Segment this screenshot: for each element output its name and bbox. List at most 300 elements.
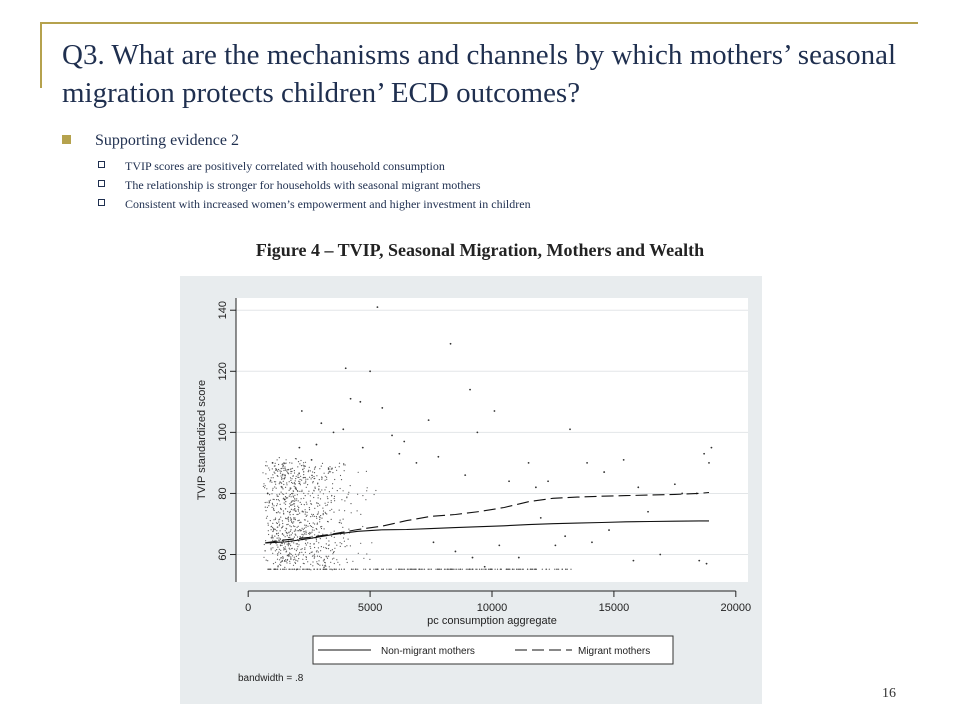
cloud-dot <box>289 552 290 553</box>
cloud-dot <box>266 560 267 561</box>
cloud-dot <box>288 519 289 520</box>
cloud-dot <box>289 537 290 538</box>
floor-dot <box>518 569 519 570</box>
cloud-dot <box>310 533 311 534</box>
cloud-dot <box>325 566 326 567</box>
cloud-dot <box>305 509 306 510</box>
floor-dot <box>390 569 391 570</box>
cloud-dot <box>274 536 275 537</box>
floor-dot <box>286 569 287 570</box>
cloud-dot <box>334 563 335 564</box>
cloud-dot <box>326 487 327 488</box>
cloud-dot <box>282 534 283 535</box>
cloud-dot <box>281 545 282 546</box>
cloud-dot <box>295 480 296 481</box>
cloud-dot <box>311 475 312 476</box>
cloud-dot <box>305 495 306 496</box>
floor-dot <box>306 569 307 570</box>
cloud-dot <box>272 490 273 491</box>
cloud-dot <box>272 504 273 505</box>
scatter-point <box>284 499 286 501</box>
floor-dot <box>297 569 298 570</box>
cloud-dot <box>310 495 311 496</box>
cloud-dot <box>279 549 280 550</box>
cloud-dot <box>321 489 322 490</box>
y-axis-label: TVIP standardized score <box>196 379 208 501</box>
cloud-dot <box>290 494 291 495</box>
cloud-dot <box>332 549 333 550</box>
cloud-dot <box>290 473 291 474</box>
cloud-dot <box>269 494 270 495</box>
cloud-dot <box>318 486 319 487</box>
floor-dot <box>512 569 513 570</box>
cloud-dot <box>326 477 327 478</box>
cloud-dot <box>321 526 322 527</box>
cloud-dot <box>319 532 320 533</box>
scatter-point <box>698 560 700 562</box>
cloud-dot <box>276 512 277 513</box>
cloud-dot <box>301 480 302 481</box>
cloud-dot <box>337 490 338 491</box>
cloud-dot <box>292 483 293 484</box>
cloud-dot <box>345 546 346 547</box>
cloud-dot <box>294 472 295 473</box>
floor-dot <box>486 569 487 570</box>
scatter-point <box>403 441 405 443</box>
cloud-dot <box>318 511 319 512</box>
cloud-dot <box>288 542 289 543</box>
cloud-dot <box>296 500 297 501</box>
cloud-dot <box>321 518 322 519</box>
floor-dot <box>320 569 321 570</box>
cloud-dot <box>326 479 327 480</box>
cloud-dot <box>287 544 288 545</box>
cloud-dot <box>343 519 344 520</box>
cloud-dot <box>290 477 291 478</box>
cloud-dot <box>268 467 269 468</box>
cloud-dot <box>331 509 332 510</box>
cloud-dot <box>271 493 272 494</box>
cloud-dot <box>290 520 291 521</box>
cloud-dot <box>316 551 317 552</box>
cloud-dot <box>363 558 364 559</box>
cloud-dot <box>306 516 307 517</box>
cloud-dot <box>280 545 281 546</box>
cloud-dot <box>265 485 266 486</box>
cloud-dot <box>313 481 314 482</box>
cloud-dot <box>294 549 295 550</box>
cloud-dot <box>331 500 332 501</box>
cloud-dot <box>319 521 320 522</box>
scatter-point <box>320 422 322 424</box>
scatter-point <box>540 517 542 519</box>
floor-dot <box>323 569 324 570</box>
cloud-dot <box>296 543 297 544</box>
cloud-dot <box>341 523 342 524</box>
cloud-dot <box>291 463 292 464</box>
cloud-dot <box>293 519 294 520</box>
scatter-point <box>350 398 352 400</box>
cloud-dot <box>291 468 292 469</box>
cloud-dot <box>302 469 303 470</box>
scatter-point <box>508 480 510 482</box>
cloud-dot <box>337 562 338 563</box>
cloud-dot <box>290 558 291 559</box>
cloud-dot <box>304 563 305 564</box>
y-tick-label: 100 <box>217 423 229 442</box>
y-tick-label: 60 <box>217 548 229 561</box>
cloud-dot <box>276 544 277 545</box>
cloud-dot <box>284 466 285 467</box>
cloud-dot <box>362 526 363 527</box>
floor-dot <box>422 569 423 570</box>
cloud-dot <box>342 527 343 528</box>
cloud-dot <box>295 488 296 489</box>
scatter-point <box>428 419 430 421</box>
floor-dot <box>482 569 483 570</box>
cloud-dot <box>277 559 278 560</box>
floor-dot <box>472 569 473 570</box>
cloud-dot <box>281 468 282 469</box>
cloud-dot <box>283 498 284 499</box>
cloud-dot <box>291 496 292 497</box>
cloud-dot <box>327 521 328 522</box>
cloud-dot <box>375 490 376 491</box>
floor-dot <box>445 569 446 570</box>
cloud-dot <box>279 564 280 565</box>
cloud-dot <box>314 467 315 468</box>
cloud-dot <box>329 471 330 472</box>
cloud-dot <box>290 471 291 472</box>
cloud-dot <box>369 559 370 560</box>
cloud-dot <box>295 530 296 531</box>
cloud-dot <box>288 537 289 538</box>
floor-dot <box>290 569 291 570</box>
floor-dot <box>421 569 422 570</box>
cloud-dot <box>288 469 289 470</box>
cloud-dot <box>310 548 311 549</box>
cloud-dot <box>311 478 312 479</box>
cloud-dot <box>339 564 340 565</box>
cloud-dot <box>304 468 305 469</box>
cloud-dot <box>298 481 299 482</box>
cloud-dot <box>283 470 284 471</box>
cloud-dot <box>324 473 325 474</box>
scatter-point <box>586 462 588 464</box>
cloud-dot <box>304 549 305 550</box>
cloud-dot <box>290 480 291 481</box>
cloud-dot <box>310 543 311 544</box>
floor-dot <box>500 569 501 570</box>
cloud-dot <box>272 547 273 548</box>
cloud-dot <box>293 542 294 543</box>
cloud-dot <box>274 486 275 487</box>
cloud-dot <box>332 488 333 489</box>
cloud-dot <box>325 503 326 504</box>
cloud-dot <box>296 556 297 557</box>
cloud-dot <box>334 551 335 552</box>
cloud-dot <box>264 487 265 488</box>
cloud-dot <box>326 513 327 514</box>
cloud-dot <box>279 524 280 525</box>
cloud-dot <box>317 523 318 524</box>
cloud-dot <box>272 540 273 541</box>
cloud-dot <box>264 544 265 545</box>
scatter-point <box>342 428 344 430</box>
cloud-dot <box>282 488 283 489</box>
cloud-dot <box>307 542 308 543</box>
x-tick-label: 0 <box>245 602 252 614</box>
cloud-dot <box>314 523 315 524</box>
floor-dot <box>267 569 268 570</box>
cloud-dot <box>296 550 297 551</box>
cloud-dot <box>317 483 318 484</box>
cloud-dot <box>280 530 281 531</box>
cloud-dot <box>347 562 348 563</box>
cloud-dot <box>299 481 300 482</box>
figure-caption: Figure 4 – TVIP, Seasonal Migration, Mothers and Wealth <box>255 240 705 260</box>
cloud-dot <box>324 528 325 529</box>
cloud-dot <box>265 540 266 541</box>
cloud-dot <box>289 462 290 463</box>
cloud-dot <box>292 476 293 477</box>
cloud-dot <box>295 560 296 561</box>
bullet-text: Supporting evidence 2 <box>95 132 239 149</box>
cloud-dot <box>318 497 319 498</box>
cloud-dot <box>290 514 291 515</box>
floor-dot <box>470 569 471 570</box>
cloud-dot <box>277 538 278 539</box>
cloud-dot <box>309 523 310 524</box>
floor-dot <box>448 569 449 570</box>
cloud-dot <box>295 478 296 479</box>
cloud-dot <box>321 476 322 477</box>
cloud-dot <box>280 557 281 558</box>
cloud-dot <box>294 486 295 487</box>
cloud-dot <box>323 514 324 515</box>
subbullet-text: The relationship is stronger for households with seasonal migrant mothers <box>125 178 481 192</box>
scatter-point <box>674 483 676 485</box>
subbullet-text: Consistent with increased women’s empowerment and higher investment in children <box>125 197 531 211</box>
cloud-dot <box>339 463 340 464</box>
cloud-dot <box>336 545 337 546</box>
cloud-dot <box>278 540 279 541</box>
cloud-dot <box>298 509 299 510</box>
scatter-point <box>535 486 537 488</box>
floor-dot <box>490 569 491 570</box>
cloud-dot <box>314 558 315 559</box>
cloud-dot <box>346 545 347 546</box>
x-tick-label: 15000 <box>598 602 630 614</box>
scatter-point <box>416 462 418 464</box>
cloud-dot <box>292 548 293 549</box>
cloud-dot <box>283 481 284 482</box>
cloud-dot <box>318 547 319 548</box>
cloud-dot <box>321 528 322 529</box>
cloud-dot <box>312 527 313 528</box>
floor-dot <box>294 569 295 570</box>
floor-dot <box>466 569 467 570</box>
cloud-dot <box>313 543 314 544</box>
cloud-dot <box>285 487 286 488</box>
cloud-dot <box>294 470 295 471</box>
scatter-point <box>381 407 383 409</box>
cloud-dot <box>329 466 330 467</box>
cloud-dot <box>276 470 277 471</box>
cloud-dot <box>340 488 341 489</box>
cloud-dot <box>288 555 289 556</box>
cloud-dot <box>306 559 307 560</box>
scatter-point <box>369 370 371 372</box>
cloud-dot <box>262 472 263 473</box>
cloud-dot <box>285 470 286 471</box>
floor-dot <box>454 569 455 570</box>
floor-dot <box>363 569 364 570</box>
floor-dot <box>388 569 389 570</box>
floor-dot <box>412 569 413 570</box>
cloud-dot <box>299 522 300 523</box>
cloud-dot <box>269 500 270 501</box>
cloud-dot <box>305 552 306 553</box>
cloud-dot <box>293 521 294 522</box>
cloud-dot <box>306 504 307 505</box>
cloud-dot <box>334 537 335 538</box>
floor-dot <box>562 569 563 570</box>
floor-dot <box>355 569 356 570</box>
cloud-dot <box>303 471 304 472</box>
cloud-dot <box>279 559 280 560</box>
cloud-dot <box>277 527 278 528</box>
cloud-dot <box>320 550 321 551</box>
scatter-point <box>633 560 635 562</box>
cloud-dot <box>278 537 279 538</box>
floor-dot <box>403 569 404 570</box>
cloud-dot <box>290 517 291 518</box>
cloud-dot <box>323 547 324 548</box>
cloud-dot <box>297 520 298 521</box>
cloud-dot <box>265 465 266 466</box>
cloud-dot <box>340 542 341 543</box>
cloud-dot <box>310 569 311 570</box>
cloud-dot <box>301 534 302 535</box>
cloud-dot <box>300 502 301 503</box>
scatter-point <box>703 453 705 455</box>
floor-dot <box>475 569 476 570</box>
floor-dot <box>303 569 304 570</box>
cloud-dot <box>350 545 351 546</box>
cloud-dot <box>278 521 279 522</box>
cloud-dot <box>292 532 293 533</box>
floor-dot <box>277 569 278 570</box>
cloud-dot <box>334 500 335 501</box>
cloud-dot <box>316 502 317 503</box>
scatter-point <box>301 410 303 412</box>
cloud-dot <box>319 516 320 517</box>
cloud-dot <box>306 534 307 535</box>
floor-dot <box>373 569 374 570</box>
floor-dot <box>531 569 532 570</box>
floor-dot <box>357 569 358 570</box>
cloud-dot <box>321 546 322 547</box>
cloud-dot <box>326 538 327 539</box>
cloud-dot <box>298 474 299 475</box>
cloud-dot <box>273 537 274 538</box>
cloud-dot <box>301 465 302 466</box>
cloud-dot <box>284 548 285 549</box>
cloud-dot <box>299 552 300 553</box>
cloud-dot <box>288 545 289 546</box>
floor-dot <box>530 569 531 570</box>
cloud-dot <box>313 476 314 477</box>
cloud-dot <box>289 535 290 536</box>
scatter-point <box>464 474 466 476</box>
cloud-dot <box>313 522 314 523</box>
cloud-dot <box>299 463 300 464</box>
cloud-dot <box>341 543 342 544</box>
cloud-dot <box>298 500 299 501</box>
floor-dot <box>565 569 566 570</box>
cloud-dot <box>285 504 286 505</box>
cloud-dot <box>294 517 295 518</box>
cloud-dot <box>273 499 274 500</box>
cloud-dot <box>294 510 295 511</box>
cloud-dot <box>309 507 310 508</box>
cloud-dot <box>339 466 340 467</box>
floor-dot <box>424 569 425 570</box>
cloud-dot <box>334 548 335 549</box>
floor-dot <box>462 569 463 570</box>
cloud-dot <box>295 458 296 459</box>
cloud-dot <box>286 498 287 499</box>
floor-dot <box>404 569 405 570</box>
cloud-dot <box>294 526 295 527</box>
cloud-dot <box>298 544 299 545</box>
floor-dot <box>517 569 518 570</box>
cloud-dot <box>291 554 292 555</box>
legend-label-migrant: Migrant mothers <box>578 646 651 657</box>
scatter-point <box>498 544 500 546</box>
floor-dot <box>308 569 309 570</box>
cloud-dot <box>268 525 269 526</box>
floor-dot <box>497 569 498 570</box>
legend <box>313 636 673 664</box>
cloud-dot <box>295 511 296 512</box>
cloud-dot <box>328 556 329 557</box>
cloud-dot <box>289 490 290 491</box>
cloud-dot <box>344 534 345 535</box>
cloud-dot <box>291 482 292 483</box>
cloud-dot <box>304 547 305 548</box>
cloud-dot <box>348 529 349 530</box>
cloud-dot <box>301 491 302 492</box>
cloud-dot <box>326 543 327 544</box>
cloud-dot <box>318 551 319 552</box>
cloud-dot <box>324 489 325 490</box>
floor-dot <box>381 569 382 570</box>
cloud-dot <box>343 537 344 538</box>
cloud-dot <box>357 494 358 495</box>
floor-dot <box>556 569 557 570</box>
cloud-dot <box>277 471 278 472</box>
cloud-dot <box>330 532 331 533</box>
cloud-dot <box>263 557 264 558</box>
cloud-dot <box>273 477 274 478</box>
floor-dot <box>495 569 496 570</box>
cloud-dot <box>275 484 276 485</box>
cloud-dot <box>278 499 279 500</box>
floor-dot <box>488 569 489 570</box>
cloud-dot <box>365 499 366 500</box>
